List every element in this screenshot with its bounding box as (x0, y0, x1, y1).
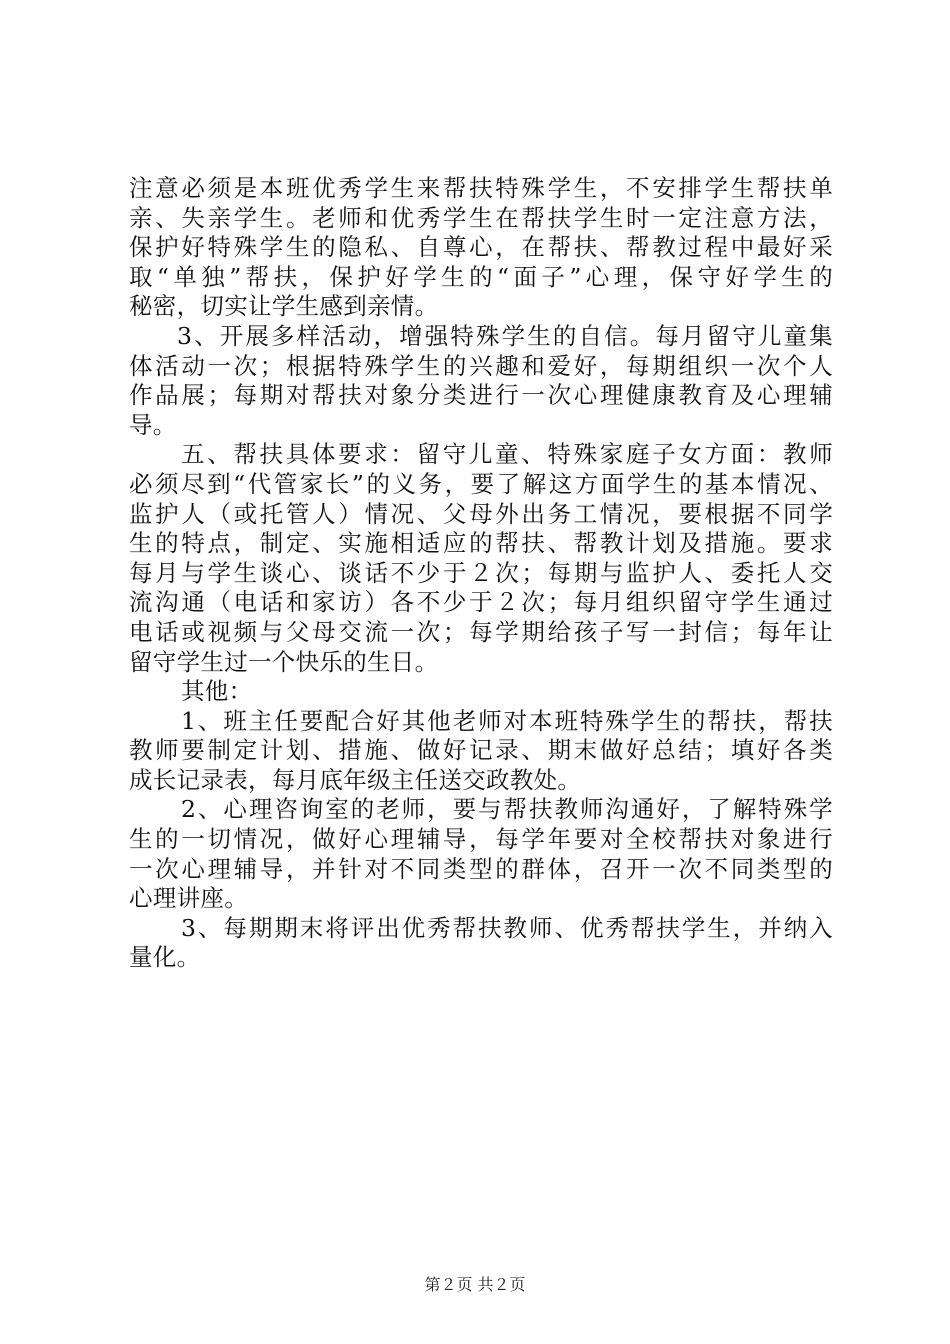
document-body (129, 174, 833, 973)
paragraph (129, 914, 833, 973)
text-line: 作品展；每期对帮扶对象分类进行一次心理健康教育及心理辅 (129, 381, 833, 410)
text-line: 心理讲座。 (129, 884, 248, 913)
text-line: 2、心理咨询室的老师，要与帮扶教师沟通好，了解特殊学 (181, 795, 833, 824)
text-line: 教师要制定计划、措施、做好记录、期末做好总结；填好各类 (129, 736, 833, 765)
paragraph (129, 677, 833, 707)
text-line: 3、每期期末将评出优秀帮扶教师、优秀帮扶学生，并纳入 (181, 913, 833, 942)
text-line: 五、帮扶具体要求：留守儿童、特殊家庭子女方面：教师 (181, 440, 833, 469)
text-line: 每月与学生谈心、谈话不少于２次；每期与监护人、委托人交 (129, 558, 833, 587)
text-line: 3、开展多样活动，增强特殊学生的自信。每月留守儿童集 (177, 321, 833, 350)
text-line: 生的特点，制定、实施相适应的帮扶、帮教计划及措施。要求 (129, 529, 833, 558)
text-line: 电话或视频与父母交流一次；每学期给孩子写一封信；每年让 (129, 617, 833, 646)
text-line: 成长记录表，每月底年级主任送交政教处。 (129, 765, 582, 794)
text-line: 一次心理辅导，并针对不同类型的群体，召开一次不同类型的 (129, 854, 833, 883)
text-line: 取“单独”帮扶，保护好学生的“面子”心理，保守好学生的 (129, 262, 833, 291)
page-footer: 第２页 共２页 (424, 1275, 526, 1294)
text-line: 体活动一次；根据特殊学生的兴趣和爱好，每期组织一次个人 (129, 351, 833, 380)
text-line: 监护人（或托管人）情况、父母外出务工情况，要根据不同学 (129, 499, 833, 528)
text-line: 亲、失亲学生。老师和优秀学生在帮扶学生时一定注意方法， (129, 203, 833, 232)
paragraph (129, 795, 833, 913)
text-line: 必须尽到“代管家长”的义务，要了解这方面学生的基本情况、 (129, 469, 833, 498)
text-line: 注意必须是本班优秀学生来帮扶特殊学生，不安排学生帮扶单 (129, 174, 833, 202)
text-line: 流沟通（电话和家访）各不少于２次；每月组织留守学生通过 (129, 588, 833, 617)
text-line: 1、班主任要配合好其他老师对本班特殊学生的帮扶，帮扶 (181, 706, 833, 735)
paragraph (129, 707, 833, 796)
text-line: 秘密，切实让学生感到亲情。 (129, 292, 439, 321)
paragraph (129, 322, 833, 440)
text-line: 导。 (129, 410, 177, 439)
text-line: 保护好特殊学生的隐私、自尊心，在帮扶、帮教过程中最好采 (129, 233, 833, 262)
text-line: 生的一切情况，做好心理辅导，每学年要对全校帮扶对象进行 (129, 825, 833, 854)
text-line: 其他： (181, 677, 253, 706)
text-line: 留守学生过一个快乐的生日。 (129, 647, 439, 676)
text-line: 量化。 (129, 943, 201, 972)
paragraph (129, 174, 833, 322)
paragraph (129, 440, 833, 677)
